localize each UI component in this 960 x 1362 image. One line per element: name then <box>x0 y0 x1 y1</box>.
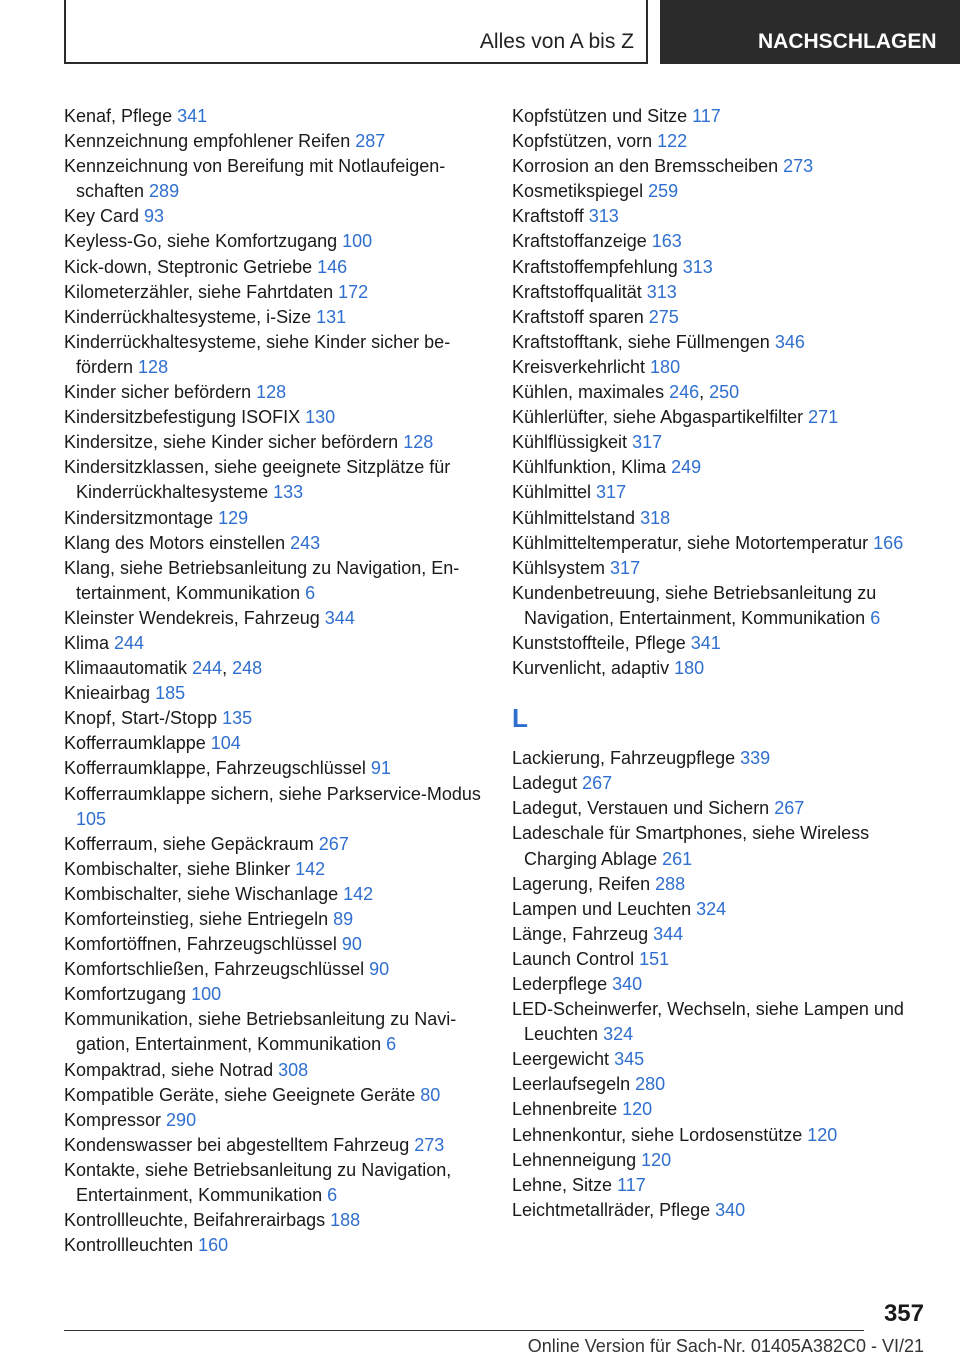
index-entry <box>64 957 484 982</box>
page-reference-link[interactable]: 142 <box>343 883 374 904</box>
index-entry <box>512 531 932 556</box>
index-entry-term: Lehne, Sitze <box>512 1174 618 1195</box>
index-entry-term: Kinderrückhaltesysteme, siehe Kinder sicher befördern <box>64 331 451 377</box>
index-entry <box>64 330 484 380</box>
page-reference-link[interactable]: 93 <box>144 206 165 227</box>
index-entry-term: Kontrollleuchten <box>64 1235 199 1256</box>
index-entry-term: Kindersitzbefestigung ISOFIX <box>64 407 306 428</box>
page-reference-link[interactable]: 341 <box>690 632 721 653</box>
index-entry <box>64 932 484 957</box>
page-reference-link[interactable]: 100 <box>342 231 373 252</box>
index-entry-term: Kühlflüssigkeit <box>512 432 633 453</box>
page-reference-link[interactable]: 308 <box>278 1059 309 1080</box>
index-entry <box>64 1208 484 1233</box>
index-entry-term: Korrosion an den Bremsscheiben <box>512 156 784 177</box>
index-entry <box>64 506 484 531</box>
index-entry <box>64 1007 484 1057</box>
page-reference-link[interactable]: 163 <box>651 231 682 252</box>
page-reference-link[interactable]: 6 <box>327 1185 338 1206</box>
page-reference-link[interactable]: 287 <box>355 131 386 152</box>
page-reference-link[interactable]: 105 <box>76 808 107 829</box>
page-reference-link[interactable]: 160 <box>198 1235 229 1256</box>
page-reference-link[interactable]: 100 <box>191 984 222 1005</box>
index-entry-term: Knopf, Start-/Stopp <box>64 708 223 729</box>
index-entry <box>64 305 484 330</box>
index-entry-term: Kühlerlüfter, siehe Abgaspartikelfilter <box>512 407 809 428</box>
index-entry <box>64 857 484 882</box>
page-reference-link[interactable]: 122 <box>657 131 688 152</box>
index-entry <box>512 997 932 1047</box>
page-reference-link[interactable]: 128 <box>138 356 169 377</box>
page-reference-link[interactable]: 80 <box>420 1084 441 1105</box>
index-entry-term: Länge, Fahrzeug <box>512 923 654 944</box>
index-entry <box>512 947 932 972</box>
page-reference-link[interactable]: 249 <box>671 457 702 478</box>
index-entry-term: Kühlen, maximales <box>512 382 670 403</box>
index-entry-term: Kraftstoff sparen <box>512 306 649 327</box>
page-reference-link[interactable]: 120 <box>622 1099 653 1120</box>
page-reference-link[interactable]: 267 <box>774 798 805 819</box>
index-entry-term: Lackierung, Fahrzeugpflege <box>512 748 741 769</box>
index-entry: Klimaautomatik 244, 248 <box>64 658 263 679</box>
index-entry <box>64 907 484 932</box>
index-entry <box>512 280 932 305</box>
index-entry <box>64 606 484 631</box>
index-column-left <box>64 104 484 1258</box>
page-reference-link[interactable]: 267 <box>582 773 613 794</box>
index-entry-term: Ladegut, Verstauen und Sichern <box>512 798 775 819</box>
index-entry <box>512 556 932 581</box>
index-entry-term: Kühlmittelstand <box>512 507 641 528</box>
page-reference-link[interactable]: 146 <box>317 256 348 277</box>
index-entry <box>512 1047 932 1072</box>
index-entry <box>64 154 484 204</box>
index-entry <box>512 204 932 229</box>
index-entry <box>64 455 484 505</box>
index-entry <box>64 229 484 254</box>
index-entry-term: Klima <box>64 632 115 653</box>
page-reference-link[interactable]: 90 <box>341 934 362 955</box>
index-entry <box>512 229 932 254</box>
page-reference-link[interactable]: 120 <box>641 1149 672 1170</box>
index-entry <box>512 305 932 330</box>
index-entry-term: Kühlmittel <box>512 482 597 503</box>
page-reference-link[interactable]: 135 <box>222 708 253 729</box>
page-reference-link[interactable]: 117 <box>692 106 721 126</box>
index-entry-term: Kleinster Wendekreis, Fahrzeug <box>64 607 325 628</box>
index-entry-term: Knieairbag <box>64 683 156 704</box>
page-reference-link[interactable]: 271 <box>808 407 839 428</box>
index-entry-term: Kick-down, Steptronic Getriebe <box>64 256 318 277</box>
index-entry-term: Kompatible Geräte, siehe Geeignete Geräte <box>64 1084 421 1105</box>
index-entry <box>512 1148 932 1173</box>
index-entry <box>512 129 932 154</box>
page-reference-link[interactable]: 273 <box>414 1134 445 1155</box>
index-entry <box>64 204 484 229</box>
page-reference-link[interactable]: 259 <box>648 181 679 202</box>
page-reference-link[interactable]: 275 <box>648 306 679 327</box>
index-entry-term: Ladegut <box>512 773 583 794</box>
page-reference-link[interactable]: 89 <box>333 909 354 929</box>
page-reference-link[interactable]: 243 <box>290 532 321 553</box>
page-reference-link[interactable]: 128 <box>256 382 287 403</box>
index-entry <box>64 129 484 154</box>
index-entry-term: Kopfstützen und Sitze <box>512 106 693 126</box>
page-reference-link[interactable]: 340 <box>715 1199 746 1220</box>
index-entry <box>512 1123 932 1148</box>
page-reference-link[interactable]: 180 <box>674 658 705 679</box>
page-reference-link[interactable]: 166 <box>873 532 904 553</box>
index-entry-term: Kühlmitteltemperatur, siehe Motortemperatur <box>512 532 874 553</box>
index-entry-term: Kindersitze, siehe Kinder sicher befördern <box>64 432 404 453</box>
page-reference-link[interactable]: 290 <box>166 1109 197 1130</box>
index-entry-term: Kofferraumklappe sichern, siehe Parkservice-Modus <box>64 783 481 804</box>
page-reference-link[interactable]: 317 <box>596 482 627 503</box>
index-entry-term: Kompaktrad, siehe Notrad <box>64 1059 279 1080</box>
footer-divider <box>64 1330 864 1331</box>
index-entry-term: Kurvenlicht, adaptiv <box>512 658 675 679</box>
index-entry <box>512 972 932 997</box>
page-reference-link[interactable]: 261 <box>662 848 693 869</box>
page-reference-link[interactable]: 151 <box>639 948 670 969</box>
page-reference-link[interactable]: 6 <box>386 1034 397 1055</box>
index-entry-term: Kennzeichnung von Bereifung mit Notlaufeigenschaften <box>64 156 446 202</box>
index-entry-term: Kennzeichnung empfohlener Reifen <box>64 131 356 152</box>
index-entry <box>512 796 932 821</box>
index-entry-term: Launch Control <box>512 948 640 969</box>
index-entry-term: Kinder sicher befördern <box>64 382 257 403</box>
index-entry-term: Lehnenkontur, siehe Lordosenstütze <box>512 1124 808 1145</box>
index-entry-term: Keyless-Go, siehe Komfortzugang <box>64 231 343 252</box>
page-reference-link[interactable]: 104 <box>210 733 241 754</box>
page-reference-link[interactable]: 185 <box>155 683 186 704</box>
index-entry <box>512 1072 932 1097</box>
index-entry <box>512 1097 932 1122</box>
page-reference-link[interactable]: 324 <box>696 898 727 919</box>
page-reference-link[interactable]: 313 <box>646 281 677 302</box>
index-entry-term: Kraftstoffanzeige <box>512 231 652 252</box>
index-entry <box>64 782 484 832</box>
index-entry-term: Klimaautomatik <box>64 658 193 679</box>
index-entry <box>64 832 484 857</box>
page-reference-link[interactable]: 289 <box>149 181 180 202</box>
index-entry-term: Kraftstofftank, siehe Füllmengen <box>512 331 775 352</box>
page-reference-link[interactable]: 172 <box>338 281 369 302</box>
index-entry: Kühlen, maximales 246, 250 <box>512 382 740 403</box>
index-entry <box>64 380 484 405</box>
index-entry <box>64 756 484 781</box>
index-entry <box>512 480 932 505</box>
index-entry <box>512 355 932 380</box>
index-entry-term: Leichtmetallräder, Pflege <box>512 1199 716 1220</box>
index-entry <box>512 656 932 681</box>
page-reference-link[interactable]: 130 <box>305 407 336 428</box>
header-section-box <box>64 0 648 64</box>
index-entry <box>512 897 932 922</box>
page-reference-link[interactable]: 344 <box>653 923 684 944</box>
index-letter-heading: L <box>512 703 528 734</box>
index-entry <box>512 179 932 204</box>
index-entry <box>64 882 484 907</box>
index-entry-term: Kühlsystem <box>512 557 611 578</box>
index-entry-term: Kreisverkehrlicht <box>512 356 651 377</box>
index-entry-term: Kofferraumklappe, Fahrzeugschlüssel <box>64 758 371 779</box>
index-entry <box>512 922 932 947</box>
index-entry-term: Ladeschale für Smartphones, siehe Wireless Charging Ablage <box>512 823 870 869</box>
index-entry-term: Kompressor <box>64 1109 167 1130</box>
index-entry-term: Kofferraum, siehe Gepäckraum <box>64 833 319 854</box>
index-entry-term: Klang, siehe Betriebsanleitung zu Navigation, Entertainment, Kommunikation <box>64 557 460 603</box>
index-entry <box>64 681 484 706</box>
index-entry-term: Lehnenneigung <box>512 1149 642 1170</box>
index-entry <box>512 631 932 656</box>
page-reference-link[interactable]: 248 <box>232 658 263 679</box>
index-entry-term: Kundenbetreuung, siehe Betriebsanleitung zu Navigation, Entertainment, Kommunikation <box>512 582 877 628</box>
page-reference-link[interactable]: 129 <box>218 507 249 528</box>
page-reference-link[interactable]: 128 <box>403 432 434 453</box>
index-entry <box>64 531 484 556</box>
index-entry <box>512 455 932 480</box>
index-entry <box>64 255 484 280</box>
page-reference-link[interactable]: 6 <box>870 607 881 628</box>
page-reference-link[interactable]: 250 <box>709 382 740 403</box>
index-entry <box>512 1198 932 1223</box>
index-entry-term: Kunststoffteile, Pflege <box>512 632 691 653</box>
index-entry <box>64 1158 484 1208</box>
index-entry-term: Kofferraumklappe <box>64 733 211 754</box>
index-entry <box>512 872 932 897</box>
index-entry <box>512 104 932 129</box>
page-reference-link[interactable]: 346 <box>774 331 805 352</box>
page-reference-link[interactable]: 313 <box>588 206 619 227</box>
page-reference-link[interactable]: 180 <box>650 356 681 377</box>
page-reference-link[interactable]: 288 <box>655 873 686 894</box>
index-entry-term: Kühlfunktion, Klima <box>512 457 672 478</box>
page-reference-link[interactable]: 273 <box>783 156 814 177</box>
index-entry-term: Kommunikation, siehe Betriebsanleitung zu Navigation, Entertainment, Kommunikation <box>64 1009 457 1055</box>
index-entry-term: Lampen und Leuchten <box>512 898 697 919</box>
index-entry-term: Key Card <box>64 206 145 227</box>
page-reference-link[interactable]: 131 <box>316 306 347 327</box>
index-entry <box>64 1083 484 1108</box>
index-entry <box>512 330 932 355</box>
page-reference-link[interactable]: 267 <box>318 833 349 854</box>
index-entry <box>512 405 932 430</box>
index-entry-term: Kosmetikspiegel <box>512 181 649 202</box>
index-entry-term: Kraftstoffempfehlung <box>512 256 683 277</box>
index-entry <box>512 1173 932 1198</box>
index-entry-term: Kraftstoffqualität <box>512 281 647 302</box>
index-column-right <box>512 104 932 1223</box>
index-entry <box>512 255 932 280</box>
page-reference-link[interactable]: 313 <box>682 256 713 277</box>
index-entry <box>512 506 932 531</box>
page-reference-link[interactable]: 117 <box>617 1174 646 1195</box>
index-entry-term: Kombischalter, siehe Blinker <box>64 858 296 879</box>
header-chapter-tab: NACHSCHLAGEN <box>660 0 960 64</box>
index-entry-term: Komfortzugang <box>64 984 192 1005</box>
page-reference-link[interactable]: 339 <box>740 748 771 769</box>
index-entry <box>64 1133 484 1158</box>
page-reference-link[interactable]: 142 <box>295 858 326 879</box>
index-entry-term: Kenaf, Pflege <box>64 106 178 126</box>
index-entry <box>64 556 484 606</box>
index-entry-term: Lagerung, Reifen <box>512 873 656 894</box>
page-reference-link[interactable]: 317 <box>610 557 641 578</box>
header-section-title: Alles von A bis Z <box>479 30 634 53</box>
page-reference-link[interactable]: 318 <box>640 507 671 528</box>
page-reference-link[interactable]: 324 <box>603 1024 634 1045</box>
index-entry-term: LED-Scheinwerfer, Wechseln, siehe Lampen und Leuchten <box>512 999 904 1045</box>
index-entry <box>64 405 484 430</box>
page-reference-link[interactable]: 6 <box>305 582 316 603</box>
footer-version: Online Version für Sach-Nr. 01405A382C0 - VI/21 <box>527 1336 924 1356</box>
page-reference-link[interactable]: 90 <box>369 959 390 980</box>
index-entry <box>64 1108 484 1133</box>
index-entry <box>64 1058 484 1083</box>
index-entry-term: Komfortschließen, Fahrzeugschlüssel <box>64 959 370 980</box>
page-reference-link[interactable]: 244 <box>192 658 223 679</box>
page-reference-link[interactable]: 340 <box>612 974 643 994</box>
index-entry-term: Kindersitzklassen, siehe geeignete Sitzplätze für Kinderrückhaltesysteme <box>64 457 451 503</box>
index-entry <box>512 746 932 771</box>
index-entry-term: Komfortöffnen, Fahrzeugschlüssel <box>64 934 342 955</box>
index-entry-term: Kombischalter, siehe Wischanlage <box>64 883 344 904</box>
index-entry-term: Leergewicht <box>512 1049 615 1070</box>
index-entry-term: Kopfstützen, vorn <box>512 131 658 152</box>
index-entry-term: Kraftstoff <box>512 206 589 227</box>
page-reference-link[interactable]: 133 <box>273 482 304 503</box>
index-entry-term: Kinderrückhaltesysteme, i-Size <box>64 306 317 327</box>
index-entry <box>64 1233 484 1258</box>
index-entry-term: Kontakte, siehe Betriebsanleitung zu Navigation, Entertainment, Kommunikation <box>64 1159 452 1206</box>
index-entry-term: Komforteinstieg, siehe Entriegeln <box>64 909 334 929</box>
index-entry-term: Lederpflege <box>512 974 613 994</box>
index-entry <box>64 280 484 305</box>
index-entry-term: Lehnenbreite <box>512 1099 623 1120</box>
index-entry-term: Kindersitzmontage <box>64 507 219 528</box>
page-reference-link[interactable]: 120 <box>807 1124 838 1145</box>
index-entry <box>64 731 484 756</box>
page-reference-link[interactable]: 280 <box>635 1074 666 1095</box>
index-entry <box>512 581 932 631</box>
index-entry <box>64 430 484 455</box>
index-entry-term: Kontrollleuchte, Beifahrerairbags <box>64 1210 331 1231</box>
index-entry <box>64 706 484 731</box>
page-reference-link[interactable]: 246 <box>669 382 700 403</box>
index-entry <box>512 154 932 179</box>
index-entry <box>512 771 932 796</box>
index-entry-term: Kilometerzähler, siehe Fahrtdaten <box>64 281 339 302</box>
index-entry-term: Klang des Motors einstellen <box>64 532 291 553</box>
page-reference-link[interactable]: 91 <box>370 758 391 779</box>
index-entry <box>512 430 932 455</box>
page-reference-link[interactable]: 341 <box>177 106 208 126</box>
page-reference-link[interactable]: 344 <box>324 607 355 628</box>
page-reference-link[interactable]: 188 <box>330 1210 361 1231</box>
index-entry <box>64 631 484 656</box>
index-entry-term: Leerlaufsegeln <box>512 1074 636 1095</box>
page-reference-link[interactable]: 244 <box>114 632 145 653</box>
index-entry-term: Kondenswasser bei abgestelltem Fahrzeug <box>64 1134 415 1155</box>
index-entry <box>512 821 932 871</box>
page-number: 357 <box>883 1300 924 1327</box>
index-entry <box>64 104 484 129</box>
index-entry <box>64 982 484 1007</box>
page-reference-link[interactable]: 317 <box>632 432 663 453</box>
page-reference-link[interactable]: 345 <box>614 1049 645 1070</box>
